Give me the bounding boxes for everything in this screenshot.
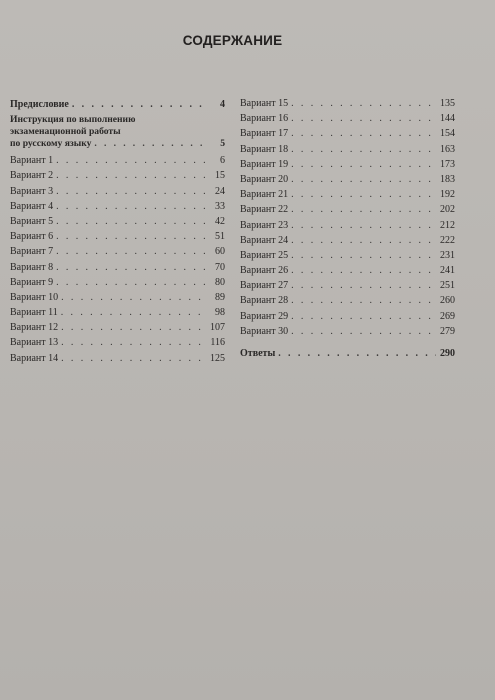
toc-entry-label: Ответы <box>240 348 276 359</box>
toc-entry-page: 125 <box>210 352 225 364</box>
toc-entry-page: 173 <box>440 158 455 170</box>
toc-entry-page: 241 <box>440 265 455 277</box>
toc-entry-variant <box>240 96 455 111</box>
toc-entry-label: Вариант 8 <box>10 261 54 273</box>
toc-entry-label: Вариант 26 <box>240 265 289 277</box>
toc-entry-label: Вариант 13 <box>10 337 59 349</box>
toc-entry-page: 202 <box>440 204 455 216</box>
toc-entry-label: Вариант 3 <box>10 185 54 197</box>
toc-right-column <box>240 96 455 361</box>
toc-entry-label: Вариант 27 <box>240 280 289 292</box>
toc-entry-variant <box>10 184 225 199</box>
toc-entry-variant <box>240 172 455 187</box>
toc-entry-label: Вариант 21 <box>240 189 289 201</box>
toc-entry-variant <box>10 260 225 275</box>
toc-entry-variant <box>240 126 455 141</box>
toc-entry-label: Вариант 10 <box>10 291 59 303</box>
toc-entry-page: 42 <box>215 215 225 227</box>
toc-entry-variant <box>10 275 225 290</box>
toc-entry-page: 192 <box>440 189 455 201</box>
toc-entry-label: Вариант 1 <box>10 155 54 167</box>
toc-entry-label: Вариант 11 <box>10 307 58 319</box>
toc-entry-page: 5 <box>220 138 225 150</box>
toc-entry-variant <box>10 168 225 183</box>
dot-leader <box>278 346 436 361</box>
toc-entry-page: 231 <box>440 249 455 261</box>
toc-entry-variant <box>10 214 225 229</box>
dot-leader <box>291 172 436 187</box>
toc-entry-label: Вариант 14 <box>10 352 59 364</box>
dot-leader <box>72 97 206 112</box>
toc-entry-answers <box>240 346 455 361</box>
toc-entry-label: Вариант 23 <box>240 219 289 231</box>
dot-leader <box>291 278 436 293</box>
toc-entry-variant <box>10 305 225 320</box>
dot-leader <box>61 305 206 320</box>
toc-entry-label: Вариант 28 <box>240 295 289 307</box>
toc-entry-page: 51 <box>215 231 225 243</box>
toc-entry-page: 80 <box>215 276 225 288</box>
toc-entry-label: Вариант 16 <box>240 113 289 125</box>
toc-entry-variant <box>10 335 225 350</box>
dot-leader <box>291 187 436 202</box>
dot-leader <box>291 293 436 308</box>
dot-leader <box>291 96 436 111</box>
toc-entry-label: Предисловие <box>10 99 69 110</box>
toc-entry-last-line <box>10 138 225 150</box>
toc-entry-variant <box>10 229 225 244</box>
toc-entry-label: Вариант 29 <box>240 310 289 322</box>
toc-entry-page: 260 <box>440 295 455 307</box>
dot-leader <box>56 260 206 275</box>
toc-entry-variant <box>240 142 455 157</box>
toc-entry-label: Вариант 22 <box>240 204 289 216</box>
toc-entry-page: 15 <box>215 170 225 182</box>
toc-entry-variant <box>10 199 225 214</box>
toc-entry-page: 135 <box>440 98 455 109</box>
toc-entry-variant <box>240 218 455 233</box>
dot-leader <box>61 290 206 305</box>
dot-leader <box>61 320 206 335</box>
toc-entry-page: 251 <box>440 280 455 292</box>
toc-entry-variant <box>240 248 455 263</box>
toc-entry-label-line: Инструкция по выполнению <box>10 114 136 126</box>
toc-entry-page: 6 <box>220 155 225 167</box>
toc-entry-page: 107 <box>210 322 225 334</box>
toc-entry-variant <box>240 157 455 172</box>
toc-entry-variant <box>10 153 225 168</box>
dot-leader <box>291 248 436 263</box>
toc-entry-variant <box>240 309 455 324</box>
toc-entry-label-line: экзаменационной работы <box>10 126 121 138</box>
toc-entry-label: Вариант 4 <box>10 200 54 212</box>
dot-leader <box>56 153 206 168</box>
toc-entry-page: 212 <box>440 219 455 231</box>
toc-entry-variant <box>10 244 225 259</box>
toc-entry-label: Вариант 19 <box>240 158 289 170</box>
toc-entry-variant <box>240 278 455 293</box>
dot-leader <box>291 142 436 157</box>
toc-entry-page: 89 <box>215 291 225 303</box>
toc-entry-page: 163 <box>440 143 455 155</box>
toc-entry-label: Вариант 12 <box>10 322 59 334</box>
dot-leader <box>61 335 206 350</box>
toc-entry-variant <box>240 293 455 308</box>
toc-entry-page: 154 <box>440 128 455 140</box>
toc-entry-variant <box>10 320 225 335</box>
toc-entry-label: Вариант 5 <box>10 215 54 227</box>
toc-entry-page: 98 <box>215 307 225 319</box>
toc-entry-label: Вариант 15 <box>240 98 289 109</box>
toc-entry-label: Вариант 7 <box>10 246 54 258</box>
dot-leader <box>56 168 206 183</box>
toc-entry-instruction <box>10 114 225 150</box>
dot-leader <box>56 275 206 290</box>
toc-entry-page: 4 <box>220 99 225 110</box>
toc-entry-page: 269 <box>440 310 455 322</box>
dot-leader <box>56 214 206 229</box>
dot-leader <box>56 199 206 214</box>
toc-entry-page: 183 <box>440 173 455 185</box>
dot-leader <box>291 233 436 248</box>
dot-leader <box>56 184 206 199</box>
dot-leader <box>291 202 436 217</box>
dot-leader <box>291 157 436 172</box>
toc-entry-variant <box>240 187 455 202</box>
dot-leader <box>56 229 206 244</box>
toc-entry-label: Вариант 2 <box>10 170 54 182</box>
page-title: СОДЕРЖАНИЕ <box>182 33 283 48</box>
dot-leader <box>56 244 206 259</box>
dot-leader <box>291 111 436 126</box>
dot-leader <box>291 324 436 339</box>
toc-entry-variant <box>240 202 455 217</box>
dot-leader <box>291 126 436 141</box>
toc-entry-page: 116 <box>210 337 225 349</box>
toc-entry-page: 60 <box>215 246 225 258</box>
toc-entry-label: Вариант 24 <box>240 234 289 246</box>
toc-entry-page: 290 <box>440 348 455 359</box>
toc-entry-page: 24 <box>215 185 225 197</box>
toc-entry-label: Вариант 20 <box>240 173 289 185</box>
toc-entry-label: Вариант 30 <box>240 325 289 337</box>
dot-leader <box>61 351 206 366</box>
toc-entry-variant <box>240 263 455 278</box>
toc-entry-label: Вариант 18 <box>240 143 289 155</box>
toc-variant-list <box>10 153 225 366</box>
toc-entry-page: 33 <box>215 200 225 212</box>
toc-entry-page: 279 <box>440 325 455 337</box>
toc-entry-page: 144 <box>440 113 455 125</box>
toc-entry-label: Вариант 17 <box>240 128 289 140</box>
toc-entry-preface <box>10 97 225 112</box>
toc-entry-variant <box>240 111 455 126</box>
toc-entry-page: 70 <box>215 261 225 273</box>
toc-entry-label: Вариант 9 <box>10 276 54 288</box>
toc-entry-variant <box>10 351 225 366</box>
toc-entry-page: 222 <box>440 234 455 246</box>
dot-leader <box>291 309 436 324</box>
toc-entry-variant <box>240 324 455 339</box>
toc-entry-variant <box>240 233 455 248</box>
toc-entry-label: Вариант 6 <box>10 231 54 243</box>
dot-leader <box>291 263 436 278</box>
toc-entry-variant <box>10 290 225 305</box>
toc-entry-label: Вариант 25 <box>240 249 289 261</box>
dot-leader <box>291 218 436 233</box>
toc-entry-label-line: по русскому языку <box>10 138 92 150</box>
toc-variant-list <box>240 96 455 339</box>
dot-leader <box>94 138 206 150</box>
toc-left-column <box>10 97 225 366</box>
